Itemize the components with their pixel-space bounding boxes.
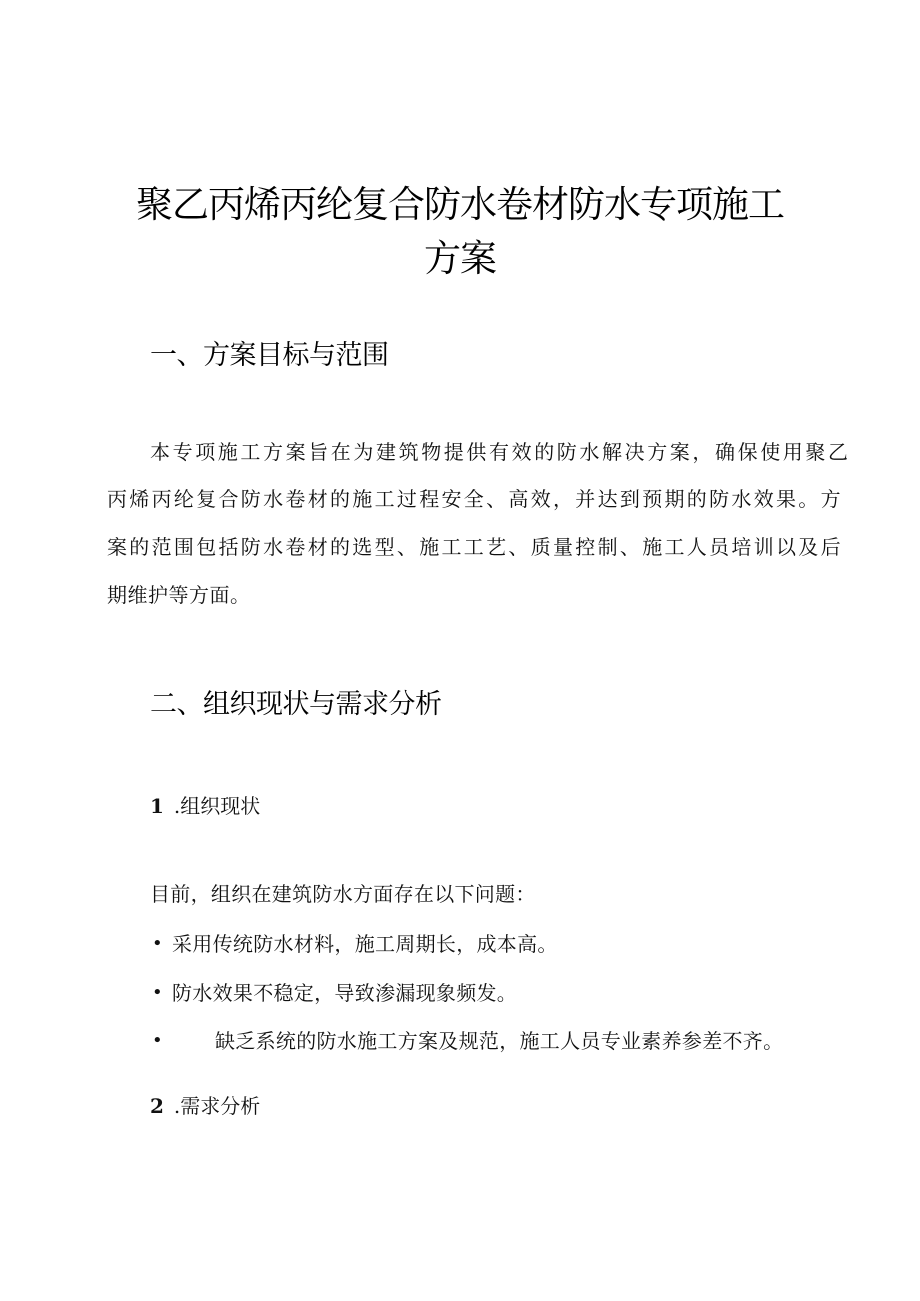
section-heading-2: 二、组织现状与需求分析 bbox=[150, 689, 442, 720]
bullet-item: 防水效果不稳定，导致渗漏现象频发。 bbox=[172, 981, 518, 1005]
subsection-label: .组织现状 bbox=[173, 794, 261, 818]
subsection-heading-2 bbox=[150, 1092, 260, 1120]
bullet-icon: • bbox=[152, 1030, 163, 1051]
subsection-number: 2 bbox=[150, 1094, 164, 1118]
paragraph-line: 丙烯丙纶复合防水卷材的施工过程安全、高效，并达到预期的防水效果。方 bbox=[107, 487, 843, 511]
subsection-number: 1 bbox=[150, 794, 164, 818]
paragraph-line: 期维护等方面。 bbox=[107, 583, 251, 607]
bullet-icon: • bbox=[152, 933, 163, 954]
subsection-heading-1 bbox=[150, 792, 260, 820]
document-title-line-2: 方案 bbox=[424, 237, 496, 280]
document-title-line-1: 聚乙丙烯丙纶复合防水卷材防水专项施工 bbox=[136, 183, 784, 226]
paragraph-line: 本专项施工方案旨在为建筑物提供有效的防水解决方案，确保使用聚乙 bbox=[150, 440, 851, 464]
bullet-item: 缺乏系统的防水施工方案及规范，施工人员专业素养参差不齐。 bbox=[215, 1029, 784, 1053]
bullet-item: 采用传统防水材料，施工周期长，成本高。 bbox=[172, 932, 558, 956]
bullet-icon: • bbox=[152, 982, 163, 1003]
paragraph-line: 案的范围包括防水卷材的选型、施工工艺、质量控制、施工人员培训以及后 bbox=[107, 535, 843, 559]
intro-text: 目前，组织在建筑防水方面存在以下问题： bbox=[150, 882, 536, 906]
subsection-label: .需求分析 bbox=[173, 1094, 261, 1118]
section-heading-1: 一、方案目标与范围 bbox=[150, 340, 389, 371]
